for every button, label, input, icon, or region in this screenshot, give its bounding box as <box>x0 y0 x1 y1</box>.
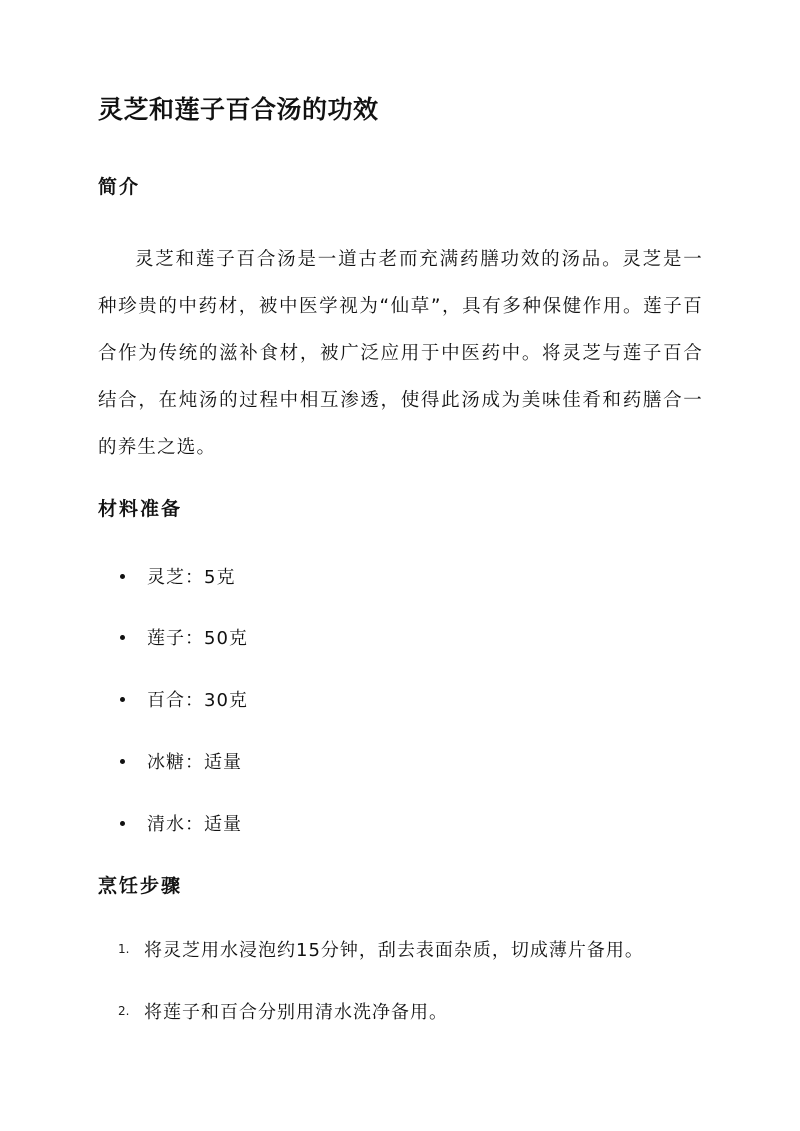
step-number: 1. <box>118 942 130 956</box>
material-text: 清水：适量 <box>147 814 242 835</box>
bullet-icon <box>120 759 125 764</box>
bullet-icon <box>120 635 125 640</box>
step-text: 将灵芝用水浸泡约15分钟，刮去表面杂质，切成薄片备用。 <box>144 940 644 961</box>
bullet-icon <box>120 574 125 579</box>
section-heading-materials: 材料准备 <box>98 498 183 520</box>
material-text: 百合：30克 <box>147 690 248 711</box>
material-text: 灵芝：5克 <box>147 567 236 588</box>
section-heading-steps: 烹饪步骤 <box>98 875 183 897</box>
material-text: 冰糖：适量 <box>147 752 242 773</box>
list-item <box>118 561 235 591</box>
list-item <box>118 746 242 776</box>
step-number: 2. <box>118 1004 130 1018</box>
list-item <box>118 808 242 838</box>
section-heading-intro: 简介 <box>98 176 141 198</box>
document-title: 灵芝和莲子百合汤的功效 <box>98 95 379 124</box>
step-item <box>118 934 644 964</box>
step-text: 将莲子和百合分别用清水洗净备用。 <box>144 1002 448 1023</box>
intro-paragraph: 灵芝和莲子百合汤是一道古老而充满药膳功效的汤品。灵芝是一种珍贵的中药材，被中医学视为“仙草”，具有多种保健作用。莲子百合作为传统的滋补食材，被广泛应用于中医药中。将灵芝与莲子百合结合，在炖汤的过程中相互渗透，使得此汤成为美味佳肴和药膳合一的养生之选。 <box>98 249 703 458</box>
bullet-icon <box>120 697 125 702</box>
list-item <box>118 684 248 714</box>
material-text: 莲子：50克 <box>147 628 248 649</box>
bullet-icon <box>120 821 125 826</box>
list-item <box>118 622 248 652</box>
step-item <box>118 996 448 1026</box>
